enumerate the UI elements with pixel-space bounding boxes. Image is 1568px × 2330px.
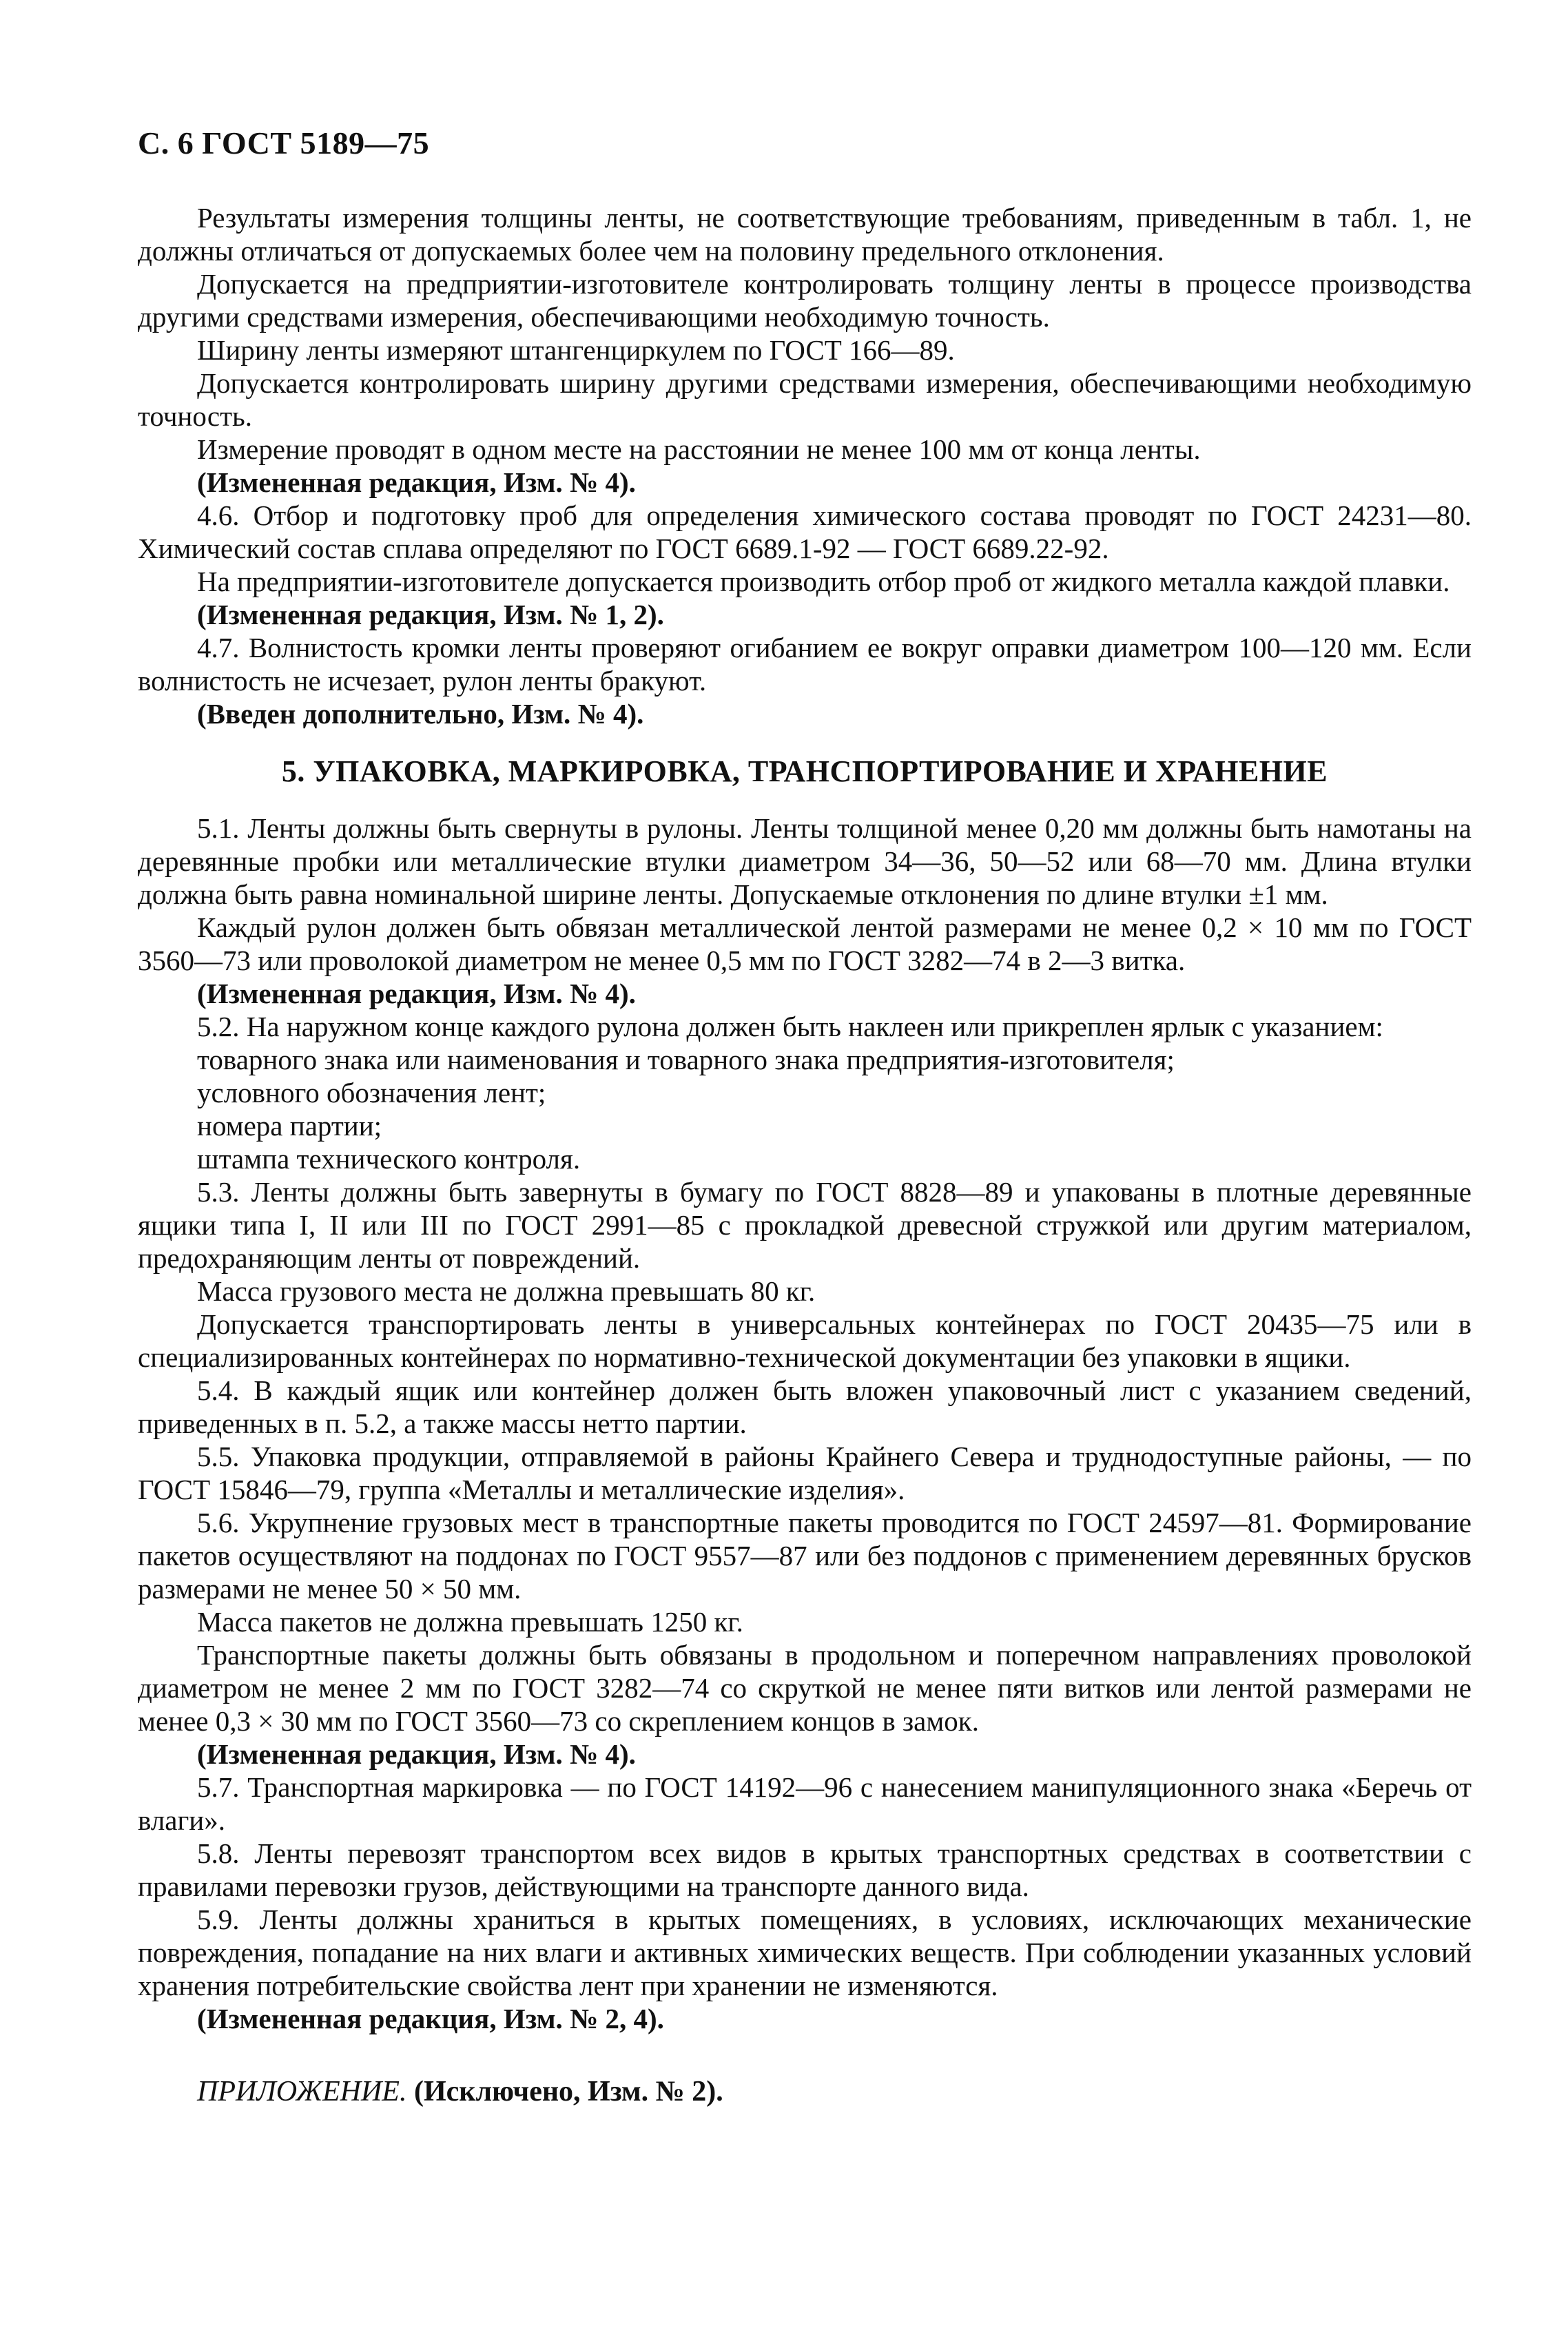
list-item: условного обозначения лент; bbox=[197, 1077, 546, 1109]
section-title: 5. УПАКОВКА, МАРКИРОВКА, ТРАНСПОРТИРОВАНИЕ И ХРАНЕНИЕ bbox=[281, 754, 1328, 788]
amendment-note: (Измененная редакция, Изм. № 1, 2). bbox=[197, 599, 664, 630]
paragraph: На предприятии-изготовителе допускается производить отбор проб от жидкого металла каждой плавки. bbox=[197, 566, 1450, 597]
paragraph: 5.7. Транспортная маркировка — по ГОСТ 14192—96 с нанесением манипуляционного знака «Беречь от влаги». bbox=[138, 1771, 1472, 1836]
paragraph: Масса грузового места не должна превышать 80 кг. bbox=[197, 1275, 816, 1307]
paragraph: 5.1. Ленты должны быть свернуты в рулоны. Ленты толщиной менее 0,20 мм должны быть намотаны на деревянные пробки или металлические втулки диаметром 34—36, 50—52 или 68—70 мм. Длина втулки должна быть равна номинальной ширине ленты. Допускаемые отклонения по длине втулки ±1 мм. bbox=[138, 812, 1472, 910]
paragraph: Каждый рулон должен быть обвязан металлической лентой размерами не менее 0,2 × 10 мм по ГОСТ 3560—73 или проволокой диаметром не менее 0,5 мм по ГОСТ 3282—74 в 2—3 витка. bbox=[138, 911, 1472, 976]
appendix-label: ПРИЛОЖЕНИЕ. bbox=[197, 2076, 407, 2107]
amendment-note: (Введен дополнительно, Изм. № 4). bbox=[197, 698, 644, 730]
amendment-note: (Измененная редакция, Изм. № 4). bbox=[197, 978, 636, 1009]
paragraph: Ширину ленты измеряют штангенциркулем по ГОСТ 166—89. bbox=[197, 334, 955, 366]
paragraph: 5.9. Ленты должны храниться в крытых помещениях, в условиях, исключающих механические повреждения, попадание на них влаги и активных химических веществ. При соблюдении указанных условий хранения потребительские свойства лент при хранении не изменяются. bbox=[138, 1904, 1472, 2001]
page-header: С. 6 ГОСТ 5189—75 bbox=[138, 125, 430, 161]
list-item: товарного знака или наименования и товарного знака предприятия-изготовителя; bbox=[197, 1044, 1175, 1075]
paragraph: Транспортные пакеты должны быть обвязаны в продольном и поперечном направлениях проволокой диаметром не менее 2 мм по ГОСТ 3282—74 со скруткой не менее пяти витков или лентой размерами не менее 0,3 × 30 мм по ГОСТ 3560—73 со скреплением концов в замок. bbox=[138, 1639, 1472, 1737]
paragraphs-before bbox=[138, 201, 1472, 730]
paragraphs-after bbox=[138, 812, 1472, 2035]
paragraph: Допускается на предприятии-изготовителе контролировать толщину ленты в процессе производства другими средствами измерения, обеспечивающими необходимую точность. bbox=[138, 268, 1472, 333]
appendix-note: (Исключено, Изм. № 2). bbox=[413, 2076, 723, 2107]
paragraph: Измерение проводят в одном месте на расстоянии не менее 100 мм от конца ленты. bbox=[197, 433, 1201, 465]
amendment-note: (Измененная редакция, Изм. № 4). bbox=[197, 466, 636, 498]
list-item: номера партии; bbox=[197, 1110, 382, 1142]
paragraph: Масса пакетов не должна превышать 1250 кг. bbox=[197, 1606, 743, 1638]
paragraph: Результаты измерения толщины ленты, не соответствующие требованиям, приведенным в табл. 1, не должны отличаться от допускаемых более чем на половину предельного отклонения. bbox=[138, 202, 1472, 267]
paragraph: 5.8. Ленты перевозят транспортом всех видов в крытых транспортных средствах в соответствии с правилами перевозки грузов, действующими на транспорте данного вида. bbox=[138, 1837, 1472, 1902]
amendment-note: (Измененная редакция, Изм. № 4). bbox=[197, 1738, 636, 1770]
paragraph: 4.6. Отбор и подготовку проб для определения химического состава проводят по ГОСТ 24231—80. Химический состав сплава определяют по ГОСТ 6689.1-92 — ГОСТ 6689.22-92. bbox=[138, 499, 1472, 564]
paragraph: Допускается транспортировать ленты в универсальных контейнерах по ГОСТ 20435—75 или в специализированных контейнерах по нормативно-технической документации без упаковки в ящики. bbox=[138, 1308, 1472, 1373]
paragraph: 4.7. Волнистость кромки ленты проверяют огибанием ее вокруг оправки диаметром 100—120 мм. Если волнистость не исчезает, рулон ленты бракуют. bbox=[138, 632, 1472, 697]
paragraph: 5.5. Упаковка продукции, отправляемой в районы Крайнего Севера и труднодоступные районы, — по ГОСТ 15846—79, группа «Металлы и металлические изделия». bbox=[138, 1441, 1472, 1505]
paragraph: 5.2. На наружном конце каждого рулона должен быть наклеен или прикреплен ярлык с указанием: bbox=[197, 1011, 1383, 1042]
paragraph: 5.6. Укрупнение грузовых мест в транспортные пакеты проводится по ГОСТ 24597—81. Формирование пакетов осуществляют на поддонах по ГОСТ 9557—87 или без поддонов с применением деревянных брусков размерами не менее 50 × 50 мм. bbox=[138, 1507, 1472, 1605]
list-item: штампа технического контроля. bbox=[197, 1143, 581, 1175]
document-body bbox=[138, 201, 1472, 2110]
paragraph: 5.4. В каждый ящик или контейнер должен быть вложен упаковочный лист с указанием сведений, приведенных в п. 5.2, а также массы нетто партии. bbox=[138, 1374, 1472, 1439]
appendix-line bbox=[138, 2074, 1472, 2110]
amendment-note: (Измененная редакция, Изм. № 2, 4). bbox=[197, 2003, 664, 2034]
paragraph: 5.3. Ленты должны быть завернуты в бумагу по ГОСТ 8828—89 и упакованы в плотные деревянные ящики типа I, II или III по ГОСТ 2991—85 с прокладкой древесной стружкой или другим материалом, предохраняющим ленты от повреждений. bbox=[138, 1176, 1472, 1274]
paragraph: Допускается контролировать ширину другими средствами измерения, обеспечивающими необходимую точность. bbox=[138, 367, 1472, 432]
